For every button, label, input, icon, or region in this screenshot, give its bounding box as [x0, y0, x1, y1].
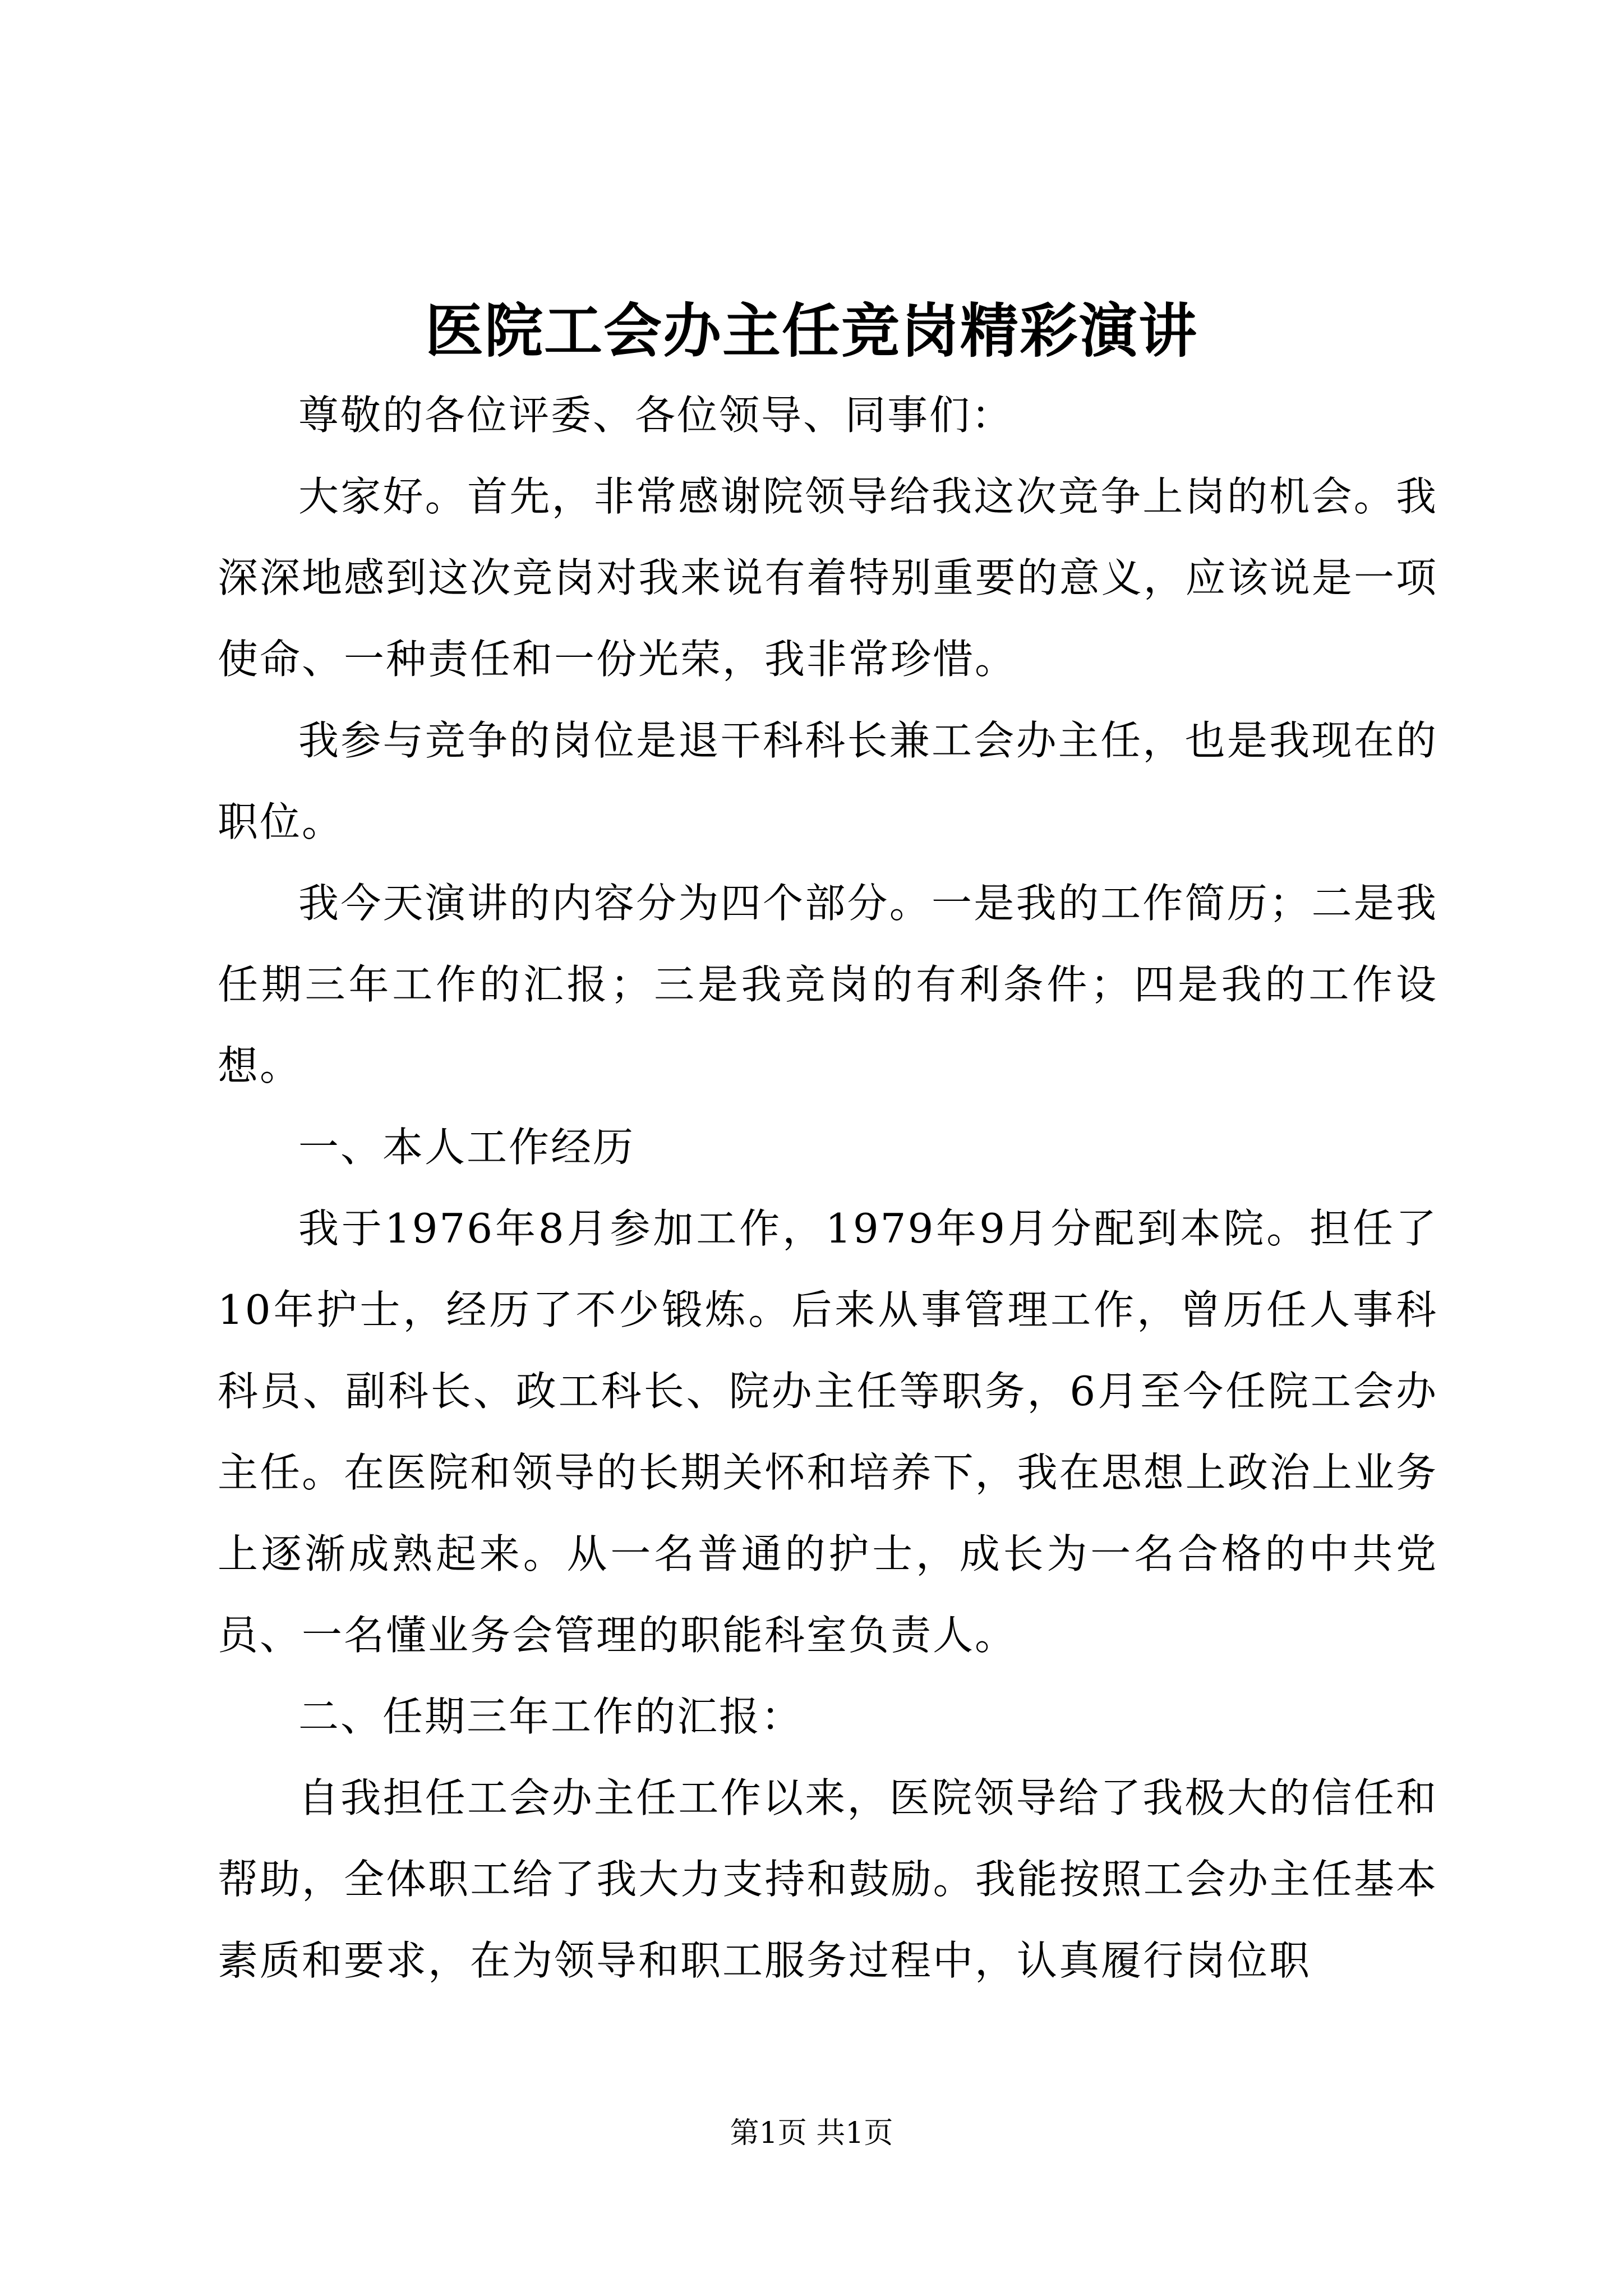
- salutation-paragraph: 尊敬的各位评委、各位领导、同事们：: [298, 392, 1014, 439]
- document-title: 医院工会办主任竞岗精彩演讲: [425, 296, 1198, 365]
- page-footer: 第1页 共1页: [730, 2116, 893, 2150]
- outline-paragraph: 我今天演讲的内容分为四个部分。一是我的工作简历；二是我任期三年工作的汇报；三是我竞岗的有利条件；四是我的工作设想。: [218, 880, 1438, 1089]
- work-history-paragraph: 我于1976年8月参加工作，1979年9月分配到本院。担任了10年护士，经历了不少锻炼。后来从事管理工作，曾历任人事科科员、副科长、政工科长、院办主任等职务，6月至今任院工会办主任。在医院和领导的长期关怀和培养下，我在思想上政治上业务上逐渐成熟起来。从一名普通的护士，成长为一名合格的中共党员、一名懂业务会管理的职能科室负责人。: [218, 1205, 1438, 1659]
- position-paragraph: 我参与竞争的岗位是退干科科长兼工会办主任，也是我现在的职位。: [218, 717, 1438, 845]
- work-report-paragraph: 自我担任工会办主任工作以来，医院领导给了我极大的信任和帮助，全体职工给了我大力支持和鼓励。我能按照工会办主任基本素质和要求，在为领导和职工服务过程中，认真履行岗位职: [218, 1774, 1438, 1984]
- section-heading-1: 一、本人工作经历: [298, 1124, 635, 1171]
- greeting-paragraph: 大家好。首先，非常感谢院领导给我这次竞争上岗的机会。我深深地感到这次竞岗对我来说有着特别重要的意义，应该说是一项使命、一种责任和一份光荣，我非常珍惜。: [218, 473, 1438, 683]
- section-heading-2: 二、任期三年工作的汇报：: [298, 1693, 804, 1740]
- document-body: [218, 375, 1438, 2001]
